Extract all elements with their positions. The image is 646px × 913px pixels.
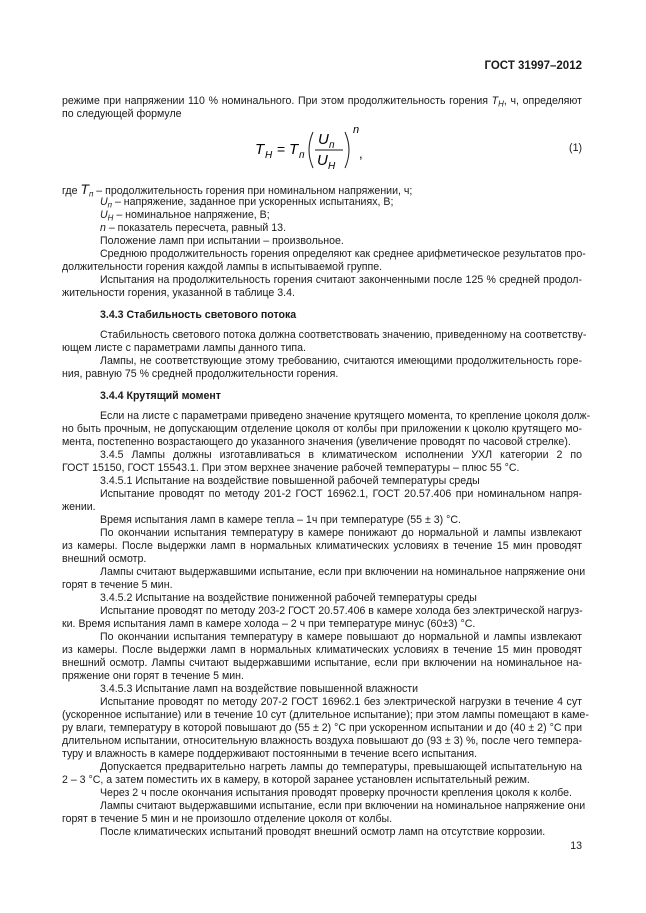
text-line: ГОСТ 15150, ГОСТ 15543.1. При этом верхнее значение рабочей температуры – плюс 55 °С.: [62, 462, 520, 474]
text-line: По окончании испытания температуру в камере повышают до нормальной и лампы извлекают: [100, 631, 582, 643]
formula-num-sub: п: [329, 140, 335, 151]
legend-line: $U_п$ – напряжение, заданное при ускоренных испытаниях, В;: [100, 196, 394, 210]
text-line: 3.4.5.3 Испытание ламп на воздействие повышенной влажности: [100, 683, 419, 695]
formula-t: T: [289, 141, 299, 158]
text-line: Среднюю продолжительность горения определяют как среднее арифметическое результатов про-: [100, 248, 586, 260]
formula-right-paren: [345, 132, 349, 168]
text-line: внешний осмотр. Лампы считают выдержавшими испытание, если при включении на номинальное на-: [62, 657, 582, 669]
legend-line: где $T_п$ – продолжительность горения при номинальном напряжении, ч;: [62, 181, 413, 199]
legend-line: $U_Н$ – номинальное напряжение, В;: [100, 209, 270, 223]
formula-exponent: n: [353, 124, 360, 136]
text-line: Стабильность светового потока должна соответствовать значению, приведенному на соответству-: [100, 329, 587, 341]
text-line: Через 2 ч после окончания испытания проводят проверку прочности крепления цоколя к колбе.: [100, 787, 572, 799]
text-line: горят в течение 5 мин и не произошло отделение цоколя от колбы.: [62, 813, 393, 825]
text-line: по следующей формуле: [62, 108, 182, 120]
text-line: После климатических испытаний проводят внешний осмотр ламп на отсутствие коррозии.: [100, 826, 546, 838]
text-line: (ускоренное испытание) или в течение 10 сут (длительное испытание); при этом лампы помещают в каме-: [62, 709, 589, 721]
text-line: Испытания на продолжительность горения считают законченными после 125 % средней продол-: [100, 274, 582, 286]
text-line: жительности горения, указанной в таблице 3.4.: [62, 287, 295, 299]
text-line: внешний осмотр.: [62, 553, 147, 565]
formula-den-sub: Н: [328, 161, 336, 172]
text-line: горят в течение 5 мин.: [62, 579, 173, 591]
text-line: Если на листе с параметрами приведено значение крутящего момента, то крепление цоколя долж-: [100, 410, 591, 422]
text-line: режиме при напряжении 110 % номинального. При этом продолжительность горения $T_Н$, ч, определяют: [62, 95, 582, 109]
text-line: ки. Время испытания ламп в камере холода – 2 ч при температуре минус (60±3) °С.: [62, 618, 476, 630]
text-line: 3.4.5.2 Испытание на воздействие пониженной рабочей температуры среды: [100, 592, 477, 604]
formula-num: U: [318, 131, 329, 148]
text-line: но быть прочным, не допускающим отделение цоколя от колбы при приложении к цоколю крутящего мо-: [62, 423, 582, 435]
text-line: Лампы считают выдержавшими испытание, если при включении на номинальное напряжение они: [100, 566, 586, 578]
formula-lhs-sub: Н: [265, 150, 273, 161]
text-line: жении.: [62, 501, 96, 513]
section-heading: 3.4.3 Стабильность светового потока: [100, 309, 297, 321]
text-line: туру и влажность в камере поддерживают постоянными в течение всего испытания.: [62, 748, 478, 760]
text-line: ру влаги, температуру в которой повышают до (55 ± 2) °С при ускоренном испытании и до (40 ± 2) °С при: [62, 722, 582, 734]
text-line: из камеры. После выдержки ламп в нормальных климатических условиях в течение 15 мин проводят: [62, 644, 582, 656]
formula-eq: =: [277, 141, 286, 157]
text-line: Испытание проводят по методу 201-2 ГОСТ 16962.1, ГОСТ 20.57.406 при номинальном напря-: [100, 488, 582, 500]
legend-line: n – показатель пересчета, равный 13.: [100, 222, 287, 234]
text-line: Испытание проводят по методу 203-2 ГОСТ 20.57.406 в камере холода без электрической нагруз-: [100, 605, 583, 617]
text-line: 3.4.5 Лампы должны изготавливаться в климатическом исполнении УХЛ категории 2 по: [100, 449, 582, 461]
text-line: Испытание проводят по методу 207-2 ГОСТ 16962.1 без электрической нагрузки в течение 4 сут: [100, 696, 582, 708]
text-line: 2 – 3 °С, а затем поместить их в камеру, в которой заранее установлен испытательный режим.: [62, 774, 530, 786]
formula-lhs: T: [255, 141, 265, 158]
text-line: должительности горения каждой лампы в испытываемой группе.: [62, 261, 383, 273]
formula-t-sub: п: [299, 150, 305, 161]
formula-comma: ,: [359, 146, 363, 161]
text-line: ющем листе с параметрами лампы данного типа.: [62, 342, 307, 354]
equation-number: (1): [569, 142, 582, 154]
text-line: Положение ламп при испытании – произвольное.: [100, 235, 344, 247]
text-line: По окончании испытания температуру в камере понижают до нормальной и лампы извлекают: [100, 527, 582, 539]
formula-den: U: [317, 152, 328, 169]
text-line: Лампы считают выдержавшими испытание, если при включении на номинальное напряжение они: [100, 800, 586, 812]
text-line: Допускается предварительно нагреть лампы до температуры, превышающей испытательную на: [100, 761, 582, 773]
text-line: длительном испытании, относительную влажность воздуха повышают до (93 ± 3) %, после чего темпера-: [62, 735, 582, 747]
text-line: ния, равную 75 % средней продолжительности горения.: [62, 368, 339, 380]
text-line: Лампы, не соответствующие этому требованию, считаются имеющими продолжительность горе-: [100, 355, 582, 367]
formula-left-paren: [309, 132, 313, 168]
document-id: ГОСТ 31997–2012: [484, 60, 582, 72]
section-heading: 3.4.4 Крутящий момент: [100, 390, 221, 402]
text-line: пряжение они горят в течение 5 мин.: [62, 670, 244, 682]
text-line: Время испытания ламп в камере тепла – 1ч при температуре (55 ± 3) °С.: [100, 514, 461, 526]
formula: [255, 124, 375, 172]
text-line: мента, постепенно возрастающего до указанного значения (увеличение проводят по часовой стрелке).: [62, 436, 571, 448]
page-number: 13: [570, 840, 582, 852]
text-line: 3.4.5.1 Испытание на воздействие повышенной рабочей температуры среды: [100, 475, 480, 487]
text-line: из камеры. После выдержки ламп в нормальных климатических условиях в течение 15 мин проводят: [62, 540, 582, 552]
